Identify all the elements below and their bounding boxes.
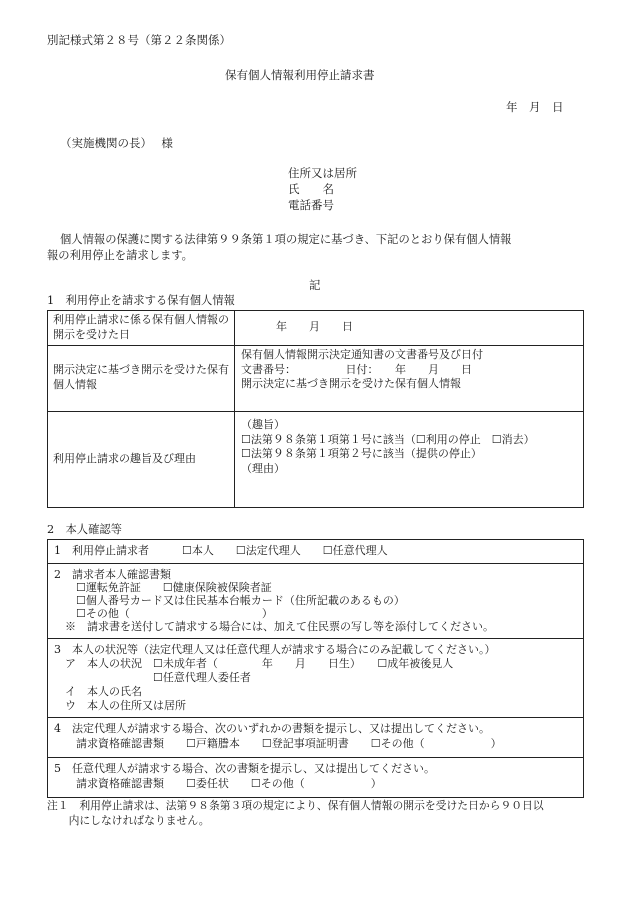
item-line: ☐運転免許証 ☐健康保険被保険者証 [54, 581, 272, 594]
item-line: 3 本人の状況等（法定代理人又は任意代理人が請求する場合にのみ記載してください。） [54, 643, 496, 656]
item-line: イ 本人の氏名 [54, 685, 142, 698]
identity-item-id-documents [48, 563, 583, 638]
addressee: （実施機関の長） 様 [60, 136, 173, 150]
requester-name-label: 氏 名 [288, 182, 334, 196]
section1-table [47, 310, 584, 508]
value-line: 開示決定に基づき開示を受けた保有個人情報 [241, 377, 461, 391]
value-line: ☐法第９８条第１項第２号に該当（提供の停止） [241, 447, 482, 461]
requester-phone-label: 電話番号 [288, 198, 334, 212]
row-value-disclosure-date [235, 311, 584, 346]
intro-line-1: 個人情報の保護に関する法律第９９条第１項の規定に基づき、下記のとおり保有個人情報 [60, 233, 512, 246]
value-line: ☐法第９８条第１項第１号に該当（☐利用の停止 ☐消去） [241, 432, 535, 446]
ki-label: 記 [309, 278, 321, 292]
requester-address-label: 住所又は居所 [288, 166, 357, 180]
value-line: 保有個人情報開示決定通知書の文書番号及び日付 [241, 347, 483, 361]
item-line: 4 法定代理人が請求する場合、次のいずれかの書類を提示し、又は提出してください。 [54, 722, 490, 735]
item-line: 1 利用停止請求者 ☐本人 ☐法定代理人 ☐任意代理人 [54, 544, 388, 557]
row-label-disclosure-date: 利用停止請求に係る保有個人情報の開示を受けた日 [48, 311, 235, 346]
item-line: 5 任意代理人が請求する場合、次の書類を提示し、又は提出してください。 [54, 762, 435, 775]
value-line: （趣旨） [241, 417, 285, 431]
section2-heading: 2 本人確認等 [47, 523, 122, 536]
item-line: ☐個人番号カード又は住民基本台帳カード（住所記載のあるもの） [54, 594, 405, 607]
section2-box [47, 539, 584, 798]
form-number: 別記様式第２８号（第２２条関係） [47, 33, 231, 47]
note-line-2: 内にしなければなりません。 [47, 814, 210, 827]
section1-heading: 1 利用停止を請求する保有個人情報 [47, 294, 235, 307]
page-title: 保有個人情報利用停止請求書 [225, 68, 375, 82]
item-line: ア 本人の状況 ☐未成年者（ 年 月 日生） ☐成年被後見人 [54, 657, 454, 670]
item-line: 請求資格確認書類 ☐委任状 ☐その他（ ） [54, 777, 382, 790]
note-line-1: 注１ 利用停止請求は、法第９８条第３項の規定により、保有個人情報の開示を受けた日から９０日以 [47, 799, 544, 812]
value-line: 文書番号： 日付： 年 月 日 [241, 362, 472, 376]
item-line: ☐任意代理人委任者 [54, 671, 251, 684]
row-value-purpose-reason [235, 411, 584, 507]
identity-item-principal-status [48, 638, 583, 717]
date-line: 年 月 日 [506, 100, 564, 114]
table-row [48, 345, 584, 411]
identity-item-requester-type [48, 540, 583, 563]
item-line: ☐その他（ ） [54, 607, 273, 620]
row-value-disclosed-info [235, 345, 584, 411]
table-row [48, 311, 584, 346]
value-line: 年 月 日 [276, 320, 353, 334]
intro-line-2: 報の利用停止を請求します。 [47, 249, 193, 262]
value-line: （理由） [241, 462, 285, 476]
item-line: 2 請求者本人確認書類 [54, 568, 171, 581]
row-label-disclosed-info: 開示決定に基づき開示を受けた保有個人情報 [48, 345, 235, 411]
item-line: ウ 本人の住所又は居所 [54, 699, 186, 712]
table-row [48, 411, 584, 507]
identity-item-voluntary-agent-docs [48, 757, 583, 797]
identity-item-legal-agent-docs [48, 717, 583, 757]
item-line: ※ 請求書を送付して請求する場合には、加えて住民票の写し等を添付してください。 [54, 620, 494, 633]
item-line: 請求資格確認書類 ☐戸籍謄本 ☐登記事項証明書 ☐その他（ ） [54, 737, 502, 750]
row-label-purpose-reason: 利用停止請求の趣旨及び理由 [48, 411, 235, 507]
